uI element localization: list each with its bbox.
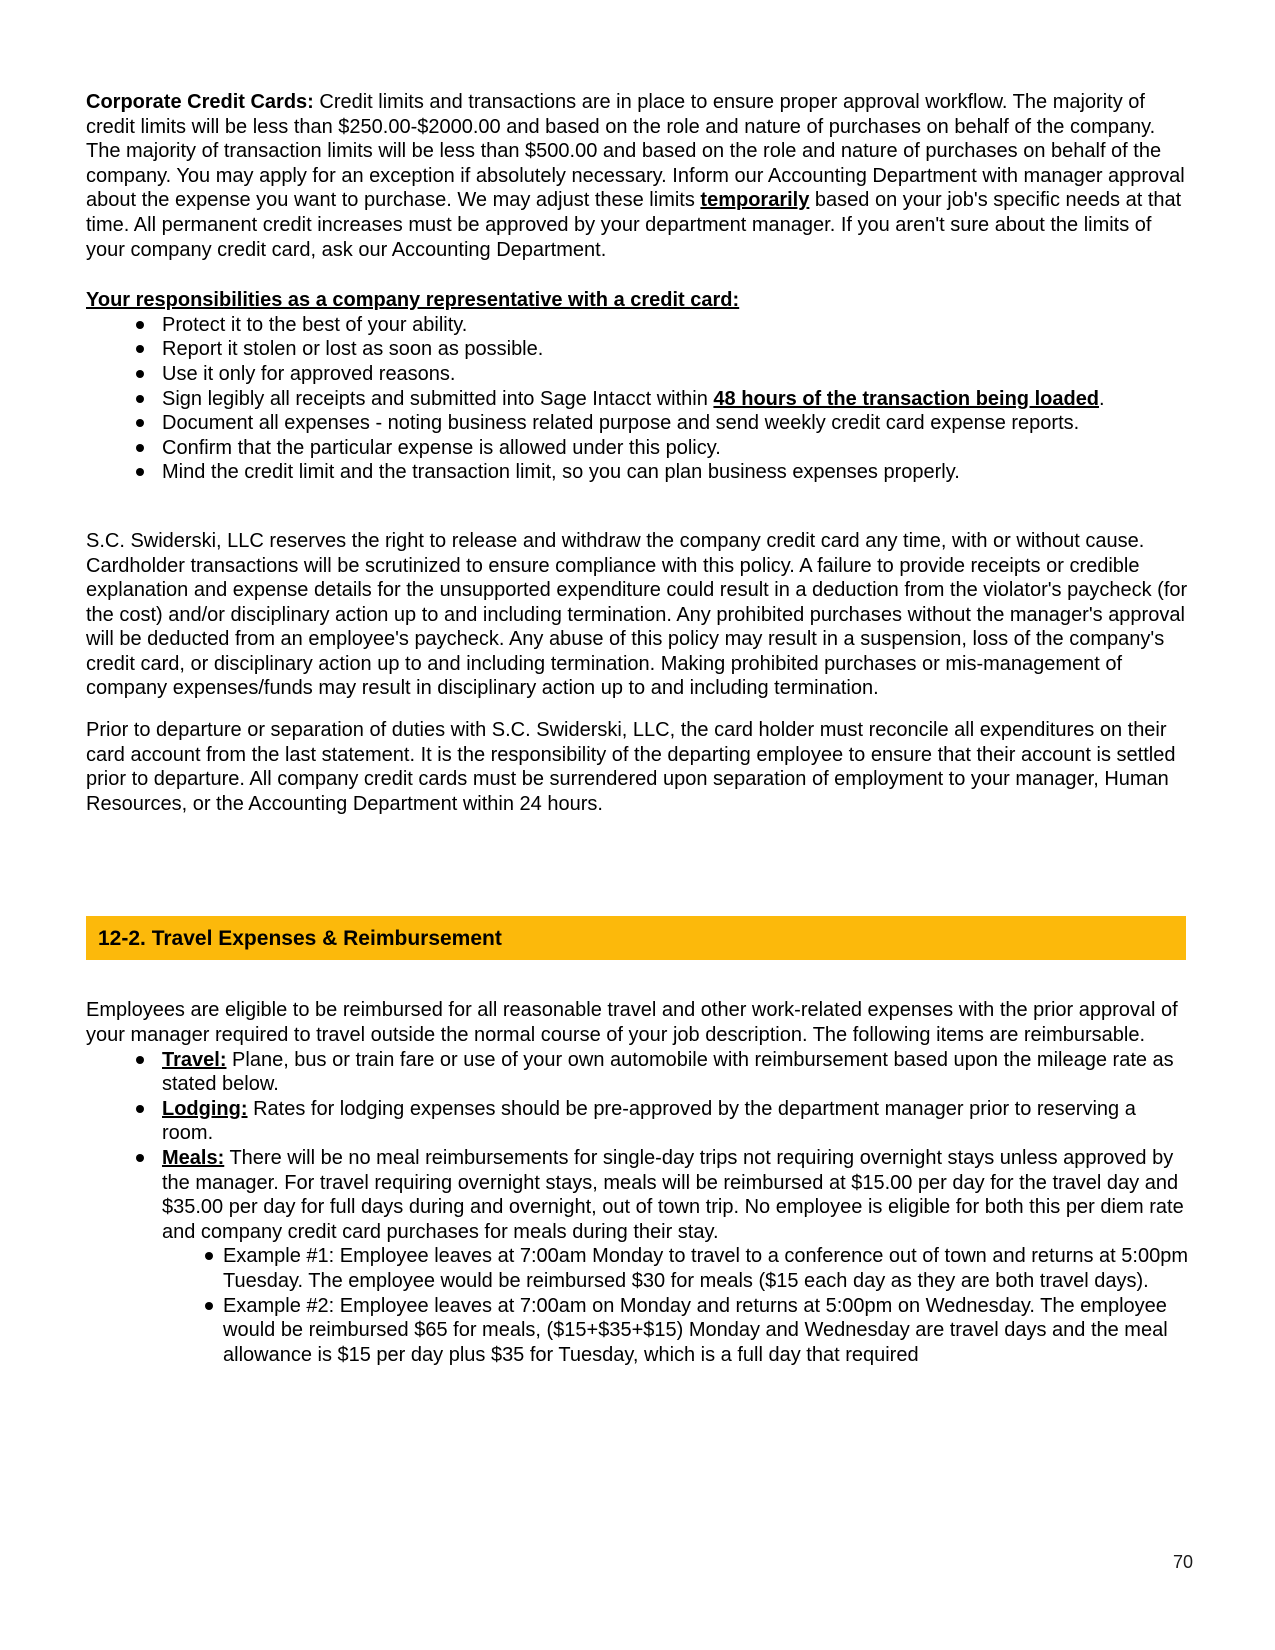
list-item-text: Mind the credit limit and the transaction limit, so you can plan business expenses properly. [162,461,960,484]
item-label-travel: Travel: [162,1048,227,1071]
list-item-text: Confirm that the particular expense is allowed under this policy. [162,436,721,459]
page-number: 70 [1172,1552,1193,1572]
list-item [86,1294,1190,1368]
list-item-text: Example #2: Employee leaves at 7:00am on Monday and returns at 5:00pm on Wednesday. The employee would be reimbursed $65 for meals, ($15+$35+$15) Monday and Wednesday are travel days and the meal allowance is $15 per day plus $35 for Tuesday, which is a full day that required [223,1294,1168,1366]
list-item-text: . [1099,387,1105,410]
departure-reconciliation-paragraph: Prior to departure or separation of duties with S.C. Swiderski, LLC, the card holder must reconcile all expenditures on their card account from the last statement. It is the responsibility of the departing employee to ensure that their account is settled prior to departure. All company credit cards must be surrendered upon separation of employment to your manager, Human Resources, or the Accounting Department within 24 hours. [86,719,1176,815]
list-item-text: Example #1: Employee leaves at 7:00am Monday to travel to a conference out of town and returns at 5:00pm Tuesday. The employee would be reimbursed $30 for meals ($15 each day as they are both travel days). [223,1245,1188,1292]
paragraph-text: Credit limits and transactions are in place to ensure proper approval workflow. The majority of credit limits will be less than $250.00-$2000.00 and based on the role and nature of purchases on behalf of the company. The majority of transaction limits will be less than $500.00 and based on the role and nature of purchases on behalf of the company. You may apply for an exception if absolutely necessary. Inform our Accounting Department with manager approval about the expense you want to purchase. We may adjust these limits [86,91,1185,212]
list-item [86,1097,1190,1146]
list-item [86,337,1190,362]
list-item-text: Protect it to the best of your ability. [162,313,468,336]
list-item [86,436,1190,461]
paragraph-lead: Corporate Credit Cards: [86,91,314,113]
responsibilities-list [86,313,1190,485]
policy-enforcement-paragraph: S.C. Swiderski, LLC reserves the right to release and withdraw the company credit card any time, with or without cause. Cardholder transactions will be scrutinized to ensure compliance with this policy. A failure to provide receipts or credible explanation and expense details for the unsupported expenditure could result in a deduction from the violator's paycheck (for the cost) and/or disciplinary action up to and including termination. Any prohibited purchases without the manager's approval will be deducted from an employee's paycheck. Any abuse of this policy may result in a suspension, loss of the company's credit card, or disciplinary action up to and including termination. Making prohibited purchases or mis-management of company expenses/funds may result in disciplinary action up to and including termination. [86,529,1188,700]
list-item-text: Sign legibly all receipts and submitted into Sage Intacct within [162,387,714,410]
list-item [86,313,1190,338]
item-label-lodging: Lodging: [162,1097,248,1120]
responsibilities-heading: Your responsibilities as a company representative with a credit card: [86,289,740,312]
page-content [86,90,1190,1367]
item-label-meals: Meals: [162,1147,225,1169]
list-item [86,387,1190,412]
section-heading: 12-2. Travel Expenses & Reimbursement [98,926,502,950]
list-item-text: There will be no meal reimbursements for single-day trips not requiring overnight stays unless approved by the manager. For travel requiring overnight stays, meals will be reimbursed at $15.00 per day for the travel day and $35.00 per day for full days during and overnight, out of town trip. No employee is eligible for both this per diem rate and company credit card purchases for meals during their stay. [162,1147,1184,1243]
list-item [86,1048,1190,1097]
travel-intro-paragraph: Employees are eligible to be reimbursed for all reasonable travel and other work-related expenses with the prior approval of your manager required to travel outside the normal course of your job description. The following items are reimbursable. [86,999,1178,1047]
reimbursable-items-list [86,1048,1190,1245]
list-item [86,362,1190,387]
list-item-text: Document all expenses - noting business related purpose and send weekly credit card expense reports. [162,412,1080,435]
list-item-text: Report it stolen or lost as soon as possible. [162,338,544,361]
list-item [86,1244,1190,1293]
list-item-text: Rates for lodging expenses should be pre-approved by the department manager prior to reserving a room. [162,1097,1136,1145]
corporate-credit-cards-paragraph [86,90,1190,262]
emphasis-temporarily: temporarily [700,189,810,212]
list-item [86,1146,1190,1244]
meal-examples-list [86,1244,1190,1367]
list-item [86,460,1190,485]
paragraph-text: based on your job's specific needs at that time. All permanent credit increases must be approved by your department manager. If you aren't sure about the limits of your company credit card, ask our Accounting Department. [86,189,1182,261]
list-item [86,411,1190,436]
list-item-text: Use it only for approved reasons. [162,362,456,385]
list-item-text: Plane, bus or train fare or use of your own automobile with reimbursement based upon the mileage rate as stated below. [162,1048,1174,1096]
emphasis-48-hours: 48 hours of the transaction being loaded [713,387,1100,410]
section-heading-banner [86,916,1186,960]
